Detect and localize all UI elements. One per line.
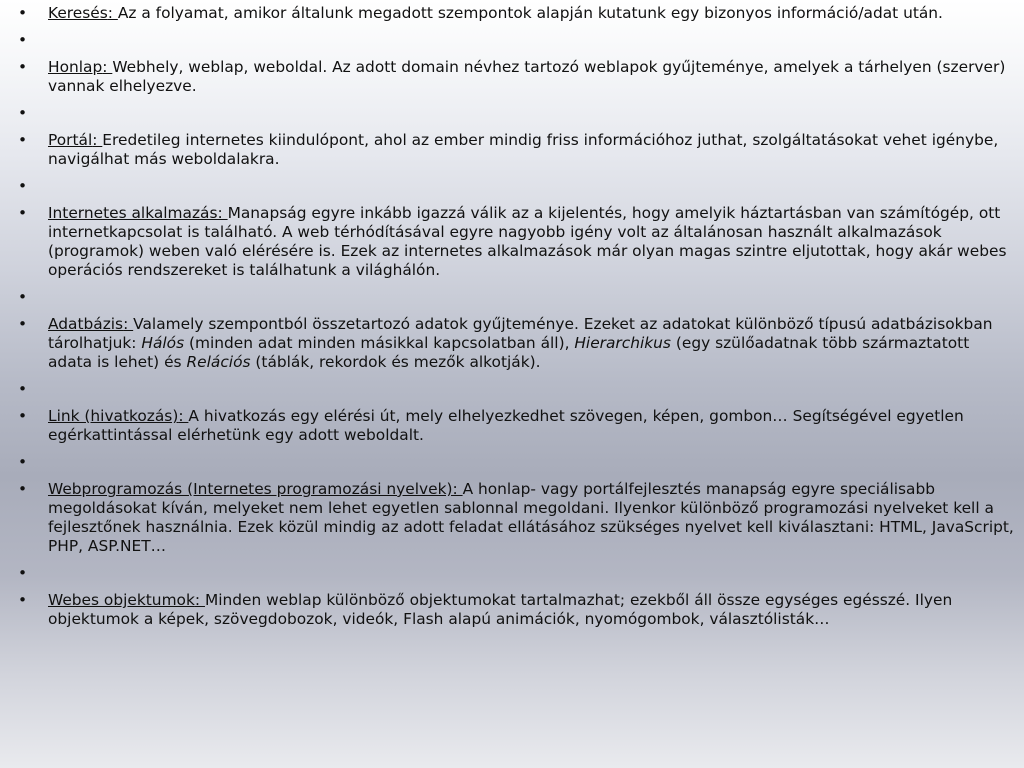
term-separator: : bbox=[92, 131, 103, 149]
list-item-honlap bbox=[18, 58, 1018, 96]
definition-honlap: Webhely, weblap, weboldal. Az adott domain névhez tartozó weblapok gyűjteménye, amelyek a tárhelyen (szerver) vannak elhelyezve. bbox=[48, 58, 1006, 95]
definition-adatbazis-part-d: (táblák, rekordok és mezők alkotják). bbox=[250, 353, 541, 371]
term-honlap: Honlap bbox=[48, 58, 103, 76]
list-item-kereses bbox=[18, 4, 1018, 23]
term-adatbazis: Adatbázis bbox=[48, 315, 124, 333]
definition-webes-objektumok: Minden weblap különböző objektumokat tartalmazhat; ezekből áll össze egységes egésszé. Ilyen objektumok a képek, szövegdobozok, videók, Flash alapú animációk, nyomógombok, választólisták… bbox=[48, 591, 953, 628]
term-webes-objektumok: Webes objektumok bbox=[48, 591, 195, 609]
empty-bullet bbox=[18, 380, 1018, 399]
term-separator: : bbox=[452, 480, 463, 498]
term-portal: Portál bbox=[48, 131, 93, 149]
list-item-portal bbox=[18, 131, 1018, 169]
definition-adatbazis-part-c: (egy szülőadatnak több származtatott adata is lehet) és bbox=[48, 334, 970, 371]
list-item-adatbazis bbox=[18, 315, 1018, 372]
empty-bullet bbox=[18, 453, 1018, 472]
list-item-webprogramozas bbox=[18, 480, 1018, 556]
term-separator: : bbox=[107, 4, 118, 22]
term-separator: : bbox=[123, 315, 134, 333]
term-separator: : bbox=[178, 407, 189, 425]
list-item-link bbox=[18, 407, 1018, 445]
empty-bullet bbox=[18, 288, 1018, 307]
definition-kereses: Az a folyamat, amikor általunk megadott szempontok alapján kutatunk egy bizonyos információ/adat után. bbox=[117, 4, 943, 22]
definition-webprogramozas: A honlap- vagy portálfejlesztés manapság egyre speciálisabb megoldásokat kíván, melyeket nem lehet egyetlen sablonnal megoldani. Ilyenkor különböző programozási nyelveket kell a fejlesztőnek használnia. Ezek közül mindig az adott feladat ellátásához szükséges nyelvet kell kiválasztani: HTML, JavaScript, PHP, ASP.NET… bbox=[48, 480, 1014, 555]
list-item-internetes-alkalmazas bbox=[18, 204, 1018, 280]
definition-adatbazis-part-b: (minden adat minden másikkal kapcsolatban áll), bbox=[184, 334, 575, 352]
empty-bullet bbox=[18, 104, 1018, 123]
term-separator: : bbox=[194, 591, 205, 609]
term-internetes-alkalmazas: Internetes alkalmazás bbox=[48, 204, 218, 222]
emphasis-hierarchikus: Hierarchikus bbox=[574, 334, 671, 352]
empty-bullet bbox=[18, 31, 1018, 50]
definition-adatbazis-part-a: Valamely szempontból összetartozó adatok gyűjteménye. Ezeket az adatokat különböző típusú adatbázisokban tárolhatjuk: bbox=[48, 315, 993, 352]
definition-link: A hivatkozás egy elérési út, mely elhelyezkedhet szövegen, képen, gombon… Segítségével egyetlen egérkattintással elérhetünk egy adott weboldalt. bbox=[48, 407, 964, 444]
definition-list bbox=[18, 4, 1018, 637]
term-separator: : bbox=[102, 58, 113, 76]
empty-bullet bbox=[18, 177, 1018, 196]
term-separator: : bbox=[217, 204, 228, 222]
definition-portal: Eredetileg internetes kiindulópont, ahol az ember mindig friss információhoz juthat, szolgáltatásokat vehet igénybe, navigálhat más weboldalakra. bbox=[48, 131, 999, 168]
emphasis-relacios: Relációs bbox=[186, 353, 251, 371]
empty-bullet bbox=[18, 564, 1018, 583]
term-link: Link (hivatkozás) bbox=[48, 407, 179, 425]
term-kereses: Keresés bbox=[48, 4, 108, 22]
definition-internetes-alkalmazas: Manapság egyre inkább igazzá válik az a kijelentés, hogy amelyik háztartásban van számítógép, ott internetkapcsolat is található. A web térhódításával egyre nagyobb igény volt az általánosan használt alkalmazások (programok) weben való elérésére is. Ezek az internetes alkalmazások már olyan magas szintre eljutottak, hogy akár webes operációs rendszereket is találhatunk a világhálón. bbox=[48, 204, 1007, 279]
term-webprogramozas: Webprogramozás (Internetes programozási nyelvek) bbox=[48, 480, 453, 498]
list-item-webes-objektumok bbox=[18, 591, 1018, 629]
emphasis-halos: Hálós bbox=[141, 334, 185, 352]
